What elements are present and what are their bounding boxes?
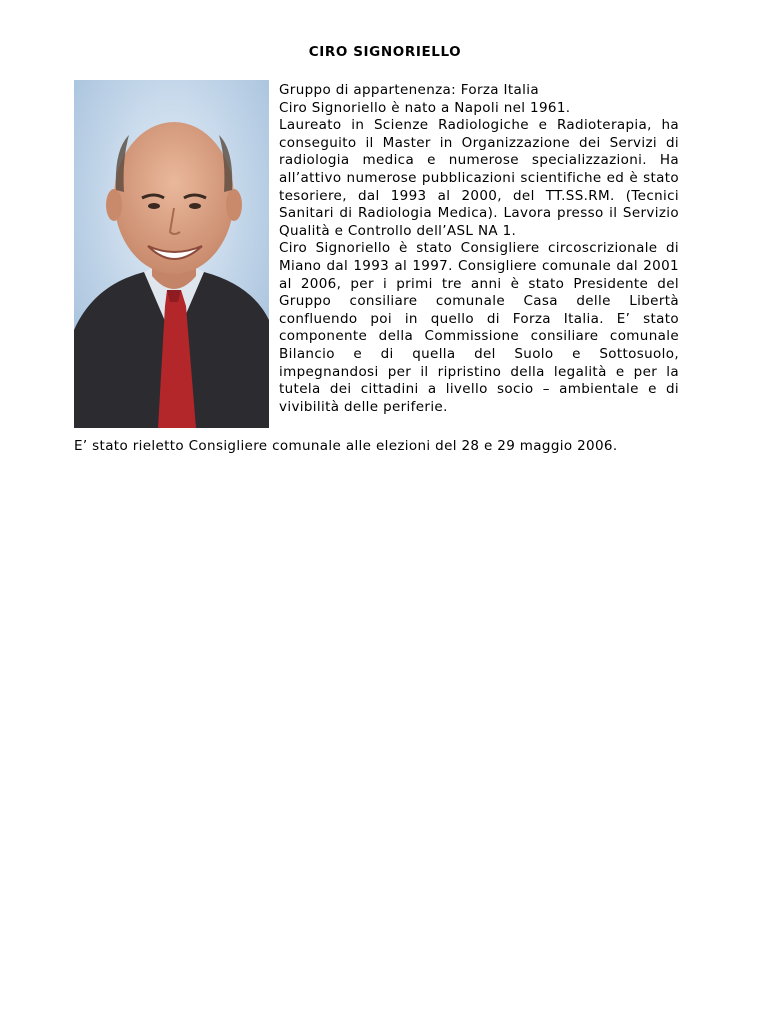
bio-paragraph-education: Laureato in Scienze Radiologiche e Radioterapia, ha conseguito il Master in Organizzazione dei Servizi di radiologia medica e numerose specializzazioni. Ha all’attivo numerose pubblicazioni scientifiche ed è stato tesoriere, dal 1993 al 2000, del TT.SS.RM. (Tecnici Sanitari di Radiologia Medica). Lavora presso il Servizio Qualità e Controllo dell’ASL NA 1.: [279, 117, 679, 239]
portrait-icon: [74, 80, 269, 428]
bio-paragraph-party: Gruppo di appartenenza: Forza Italia: [279, 82, 539, 98]
bio-paragraph-reelection: E’ stato rieletto Consigliere comunale alle elezioni del 28 e 29 maggio 2006.: [74, 438, 618, 454]
bio-paragraph-career: Ciro Signoriello è stato Consigliere circoscrizionale di Miano dal 1993 al 1997. Consigliere comunale dal 2001 al 2006, per i primi tre anni è stato Presidente del Gruppo consiliare comunale Casa delle Libertà confluendo poi in quello di Forza Italia. E’ stato componente della Commissione consiliare comunale Bilancio e di quella del Suolo e Sottosuolo, impegnandosi per il ripristino della legalità e per la tutela dei cittadini a livello socio – ambientale e di vivibilità delle periferie.: [279, 240, 679, 415]
bio-paragraph-birth: Ciro Signoriello è nato a Napoli nel 1961.: [279, 99, 571, 116]
biography-text: [279, 82, 679, 416]
page-title: CIRO SIGNORIELLO: [308, 44, 462, 60]
portrait-photo: [74, 80, 269, 428]
